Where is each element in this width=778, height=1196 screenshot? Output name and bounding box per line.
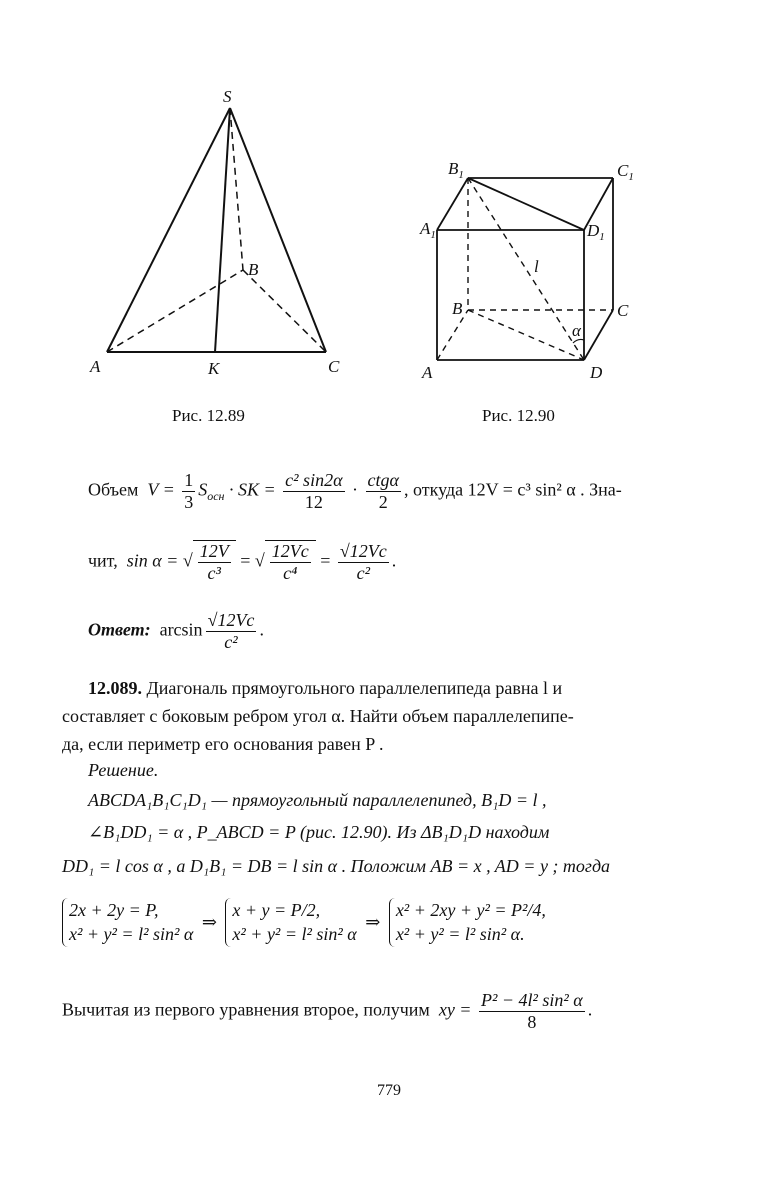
label-d1: $D_1$ xyxy=(587,221,605,243)
systems-line: 2x + 2y = P, x² + y² = l² sin² α ⇒ x + y = P/2, x² + y² = l² sin² α ⇒ x² + 2xy + y² = P²/4, x² + y² = l² sin² α. xyxy=(62,898,546,947)
label-a: A xyxy=(422,363,433,380)
label-l: l xyxy=(534,257,539,276)
answer-func: arcsin xyxy=(159,619,203,640)
solution-label: Решение. xyxy=(88,760,159,780)
diag-bd xyxy=(468,310,584,360)
label-s: S xyxy=(223,87,232,106)
solution-line-1: ABCDA₁B₁C₁D₁ — прямоугольный параллелепипед, B₁D = l , xyxy=(88,790,547,810)
volume-tail: , откуда 12V = c³ sin² α . Зна- xyxy=(403,479,622,500)
figure-pyramid xyxy=(80,80,370,380)
frac-answer: $\frac{√12Vc}{\text{c²}}$ xyxy=(207,610,255,652)
volume-word: Объем xyxy=(88,479,139,500)
system-3: x² + 2xy + y² = P²/4, x² + y² = l² sin² α. xyxy=(389,898,546,947)
label-a: A xyxy=(90,357,101,376)
s-base: S xyxy=(198,479,208,500)
figure-parallelepiped xyxy=(410,150,650,380)
frac-12v-c3: $\frac{12V}{\text{c³}}$ xyxy=(199,541,229,583)
caption-fig-12-89: Рис. 12.89 xyxy=(172,406,245,425)
diag-b1d1 xyxy=(468,178,584,230)
frac-12vc-c4: $\frac{12Vc}{\text{c⁴}}$ xyxy=(271,541,309,583)
diag-b1d xyxy=(468,178,584,360)
label-b1: $B_1$ xyxy=(448,159,464,181)
edge-sa xyxy=(107,108,230,352)
label-c: C xyxy=(328,357,340,376)
subtract-line: Вычитая из первого уравнения второе, получим xy = $\frac{\text{P² − 4l² sin² α}}{8}$ . xyxy=(62,990,593,1032)
v-lhs: V = xyxy=(147,479,175,500)
edge-sb xyxy=(230,108,243,270)
sin-alpha-line: чит, sin α = √ $\frac{12V}{\text{c³}}$ = √ $\frac{12Vc}{\text{c⁴}}$ = $\frac{√12Vc}{\text{c²}}$ . xyxy=(88,541,397,583)
edge-sk xyxy=(215,108,230,352)
system-2: x + y = P/2, x² + y² = l² sin² α xyxy=(225,898,356,947)
label-d: D xyxy=(590,363,603,380)
answer-line: Ответ: arcsin $\frac{√12Vc}{\text{c²}}$ . xyxy=(88,610,264,652)
problem-line-1: 12.089. Диагональ прямоугольного параллелепипеда равна l и xyxy=(88,678,563,698)
frac-sqrt-12vc-c2: $\frac{√12Vc}{\text{c²}}$ xyxy=(339,541,387,583)
problem-number: 12.089. xyxy=(88,678,142,698)
label-b: B xyxy=(248,260,259,279)
frac-ctg: $\frac{\text{ctgα}}{2}$ xyxy=(367,470,399,512)
label-alpha: α xyxy=(572,321,581,340)
chit-word: чит, xyxy=(88,550,118,571)
label-b: B xyxy=(452,299,463,318)
solution-line-3: DD₁ = l cos α , а D₁B₁ = DB = l sin α . Положим AB = x , AD = y ; тогда xyxy=(62,856,611,876)
label-k: K xyxy=(208,359,220,378)
label-a1: $A_1$ xyxy=(420,219,436,241)
frac-c2sin: $\frac{\text{c² sin2α}}{12}$ xyxy=(285,470,343,512)
volume-formula-line: Объем V = $\frac{1}{3}$ $S_{осн}$ · SK = $\frac{\text{c² sin2α}}{12}$ · $\frac{\text{ctgα}}{2}$ , откуда 12V = c³ sin² α . Зна- xyxy=(88,470,622,512)
edge-sc xyxy=(230,108,326,352)
frac-xy: $\frac{\text{P² − 4l² sin² α}}{8}$ xyxy=(480,990,583,1032)
label-c: C xyxy=(617,301,629,320)
system-1: 2x + 2y = P, x² + y² = l² sin² α xyxy=(62,898,193,947)
v-sk: · SK = xyxy=(229,479,276,500)
edge-bc xyxy=(243,270,326,352)
label-c1: $C_1$ xyxy=(617,161,634,183)
problem-line-2: составляет с боковым ребром угол α. Найти объем параллелепипе- xyxy=(62,706,574,726)
caption-fig-12-90: Рис. 12.90 xyxy=(482,406,555,425)
solution-line-2: ∠B₁DD₁ = α , P_ABCD = P (рис. 12.90). Из ΔB₁D₁D находим xyxy=(88,822,550,842)
edge-a1b1 xyxy=(437,178,468,230)
edge-dc xyxy=(584,310,613,360)
answer-label: Ответ: xyxy=(88,619,151,640)
page-number: 779 xyxy=(377,1082,401,1099)
frac-one-third: $\frac{1}{3}$ xyxy=(184,470,194,512)
problem-line-3: да, если периметр его основания равен P . xyxy=(62,734,384,754)
